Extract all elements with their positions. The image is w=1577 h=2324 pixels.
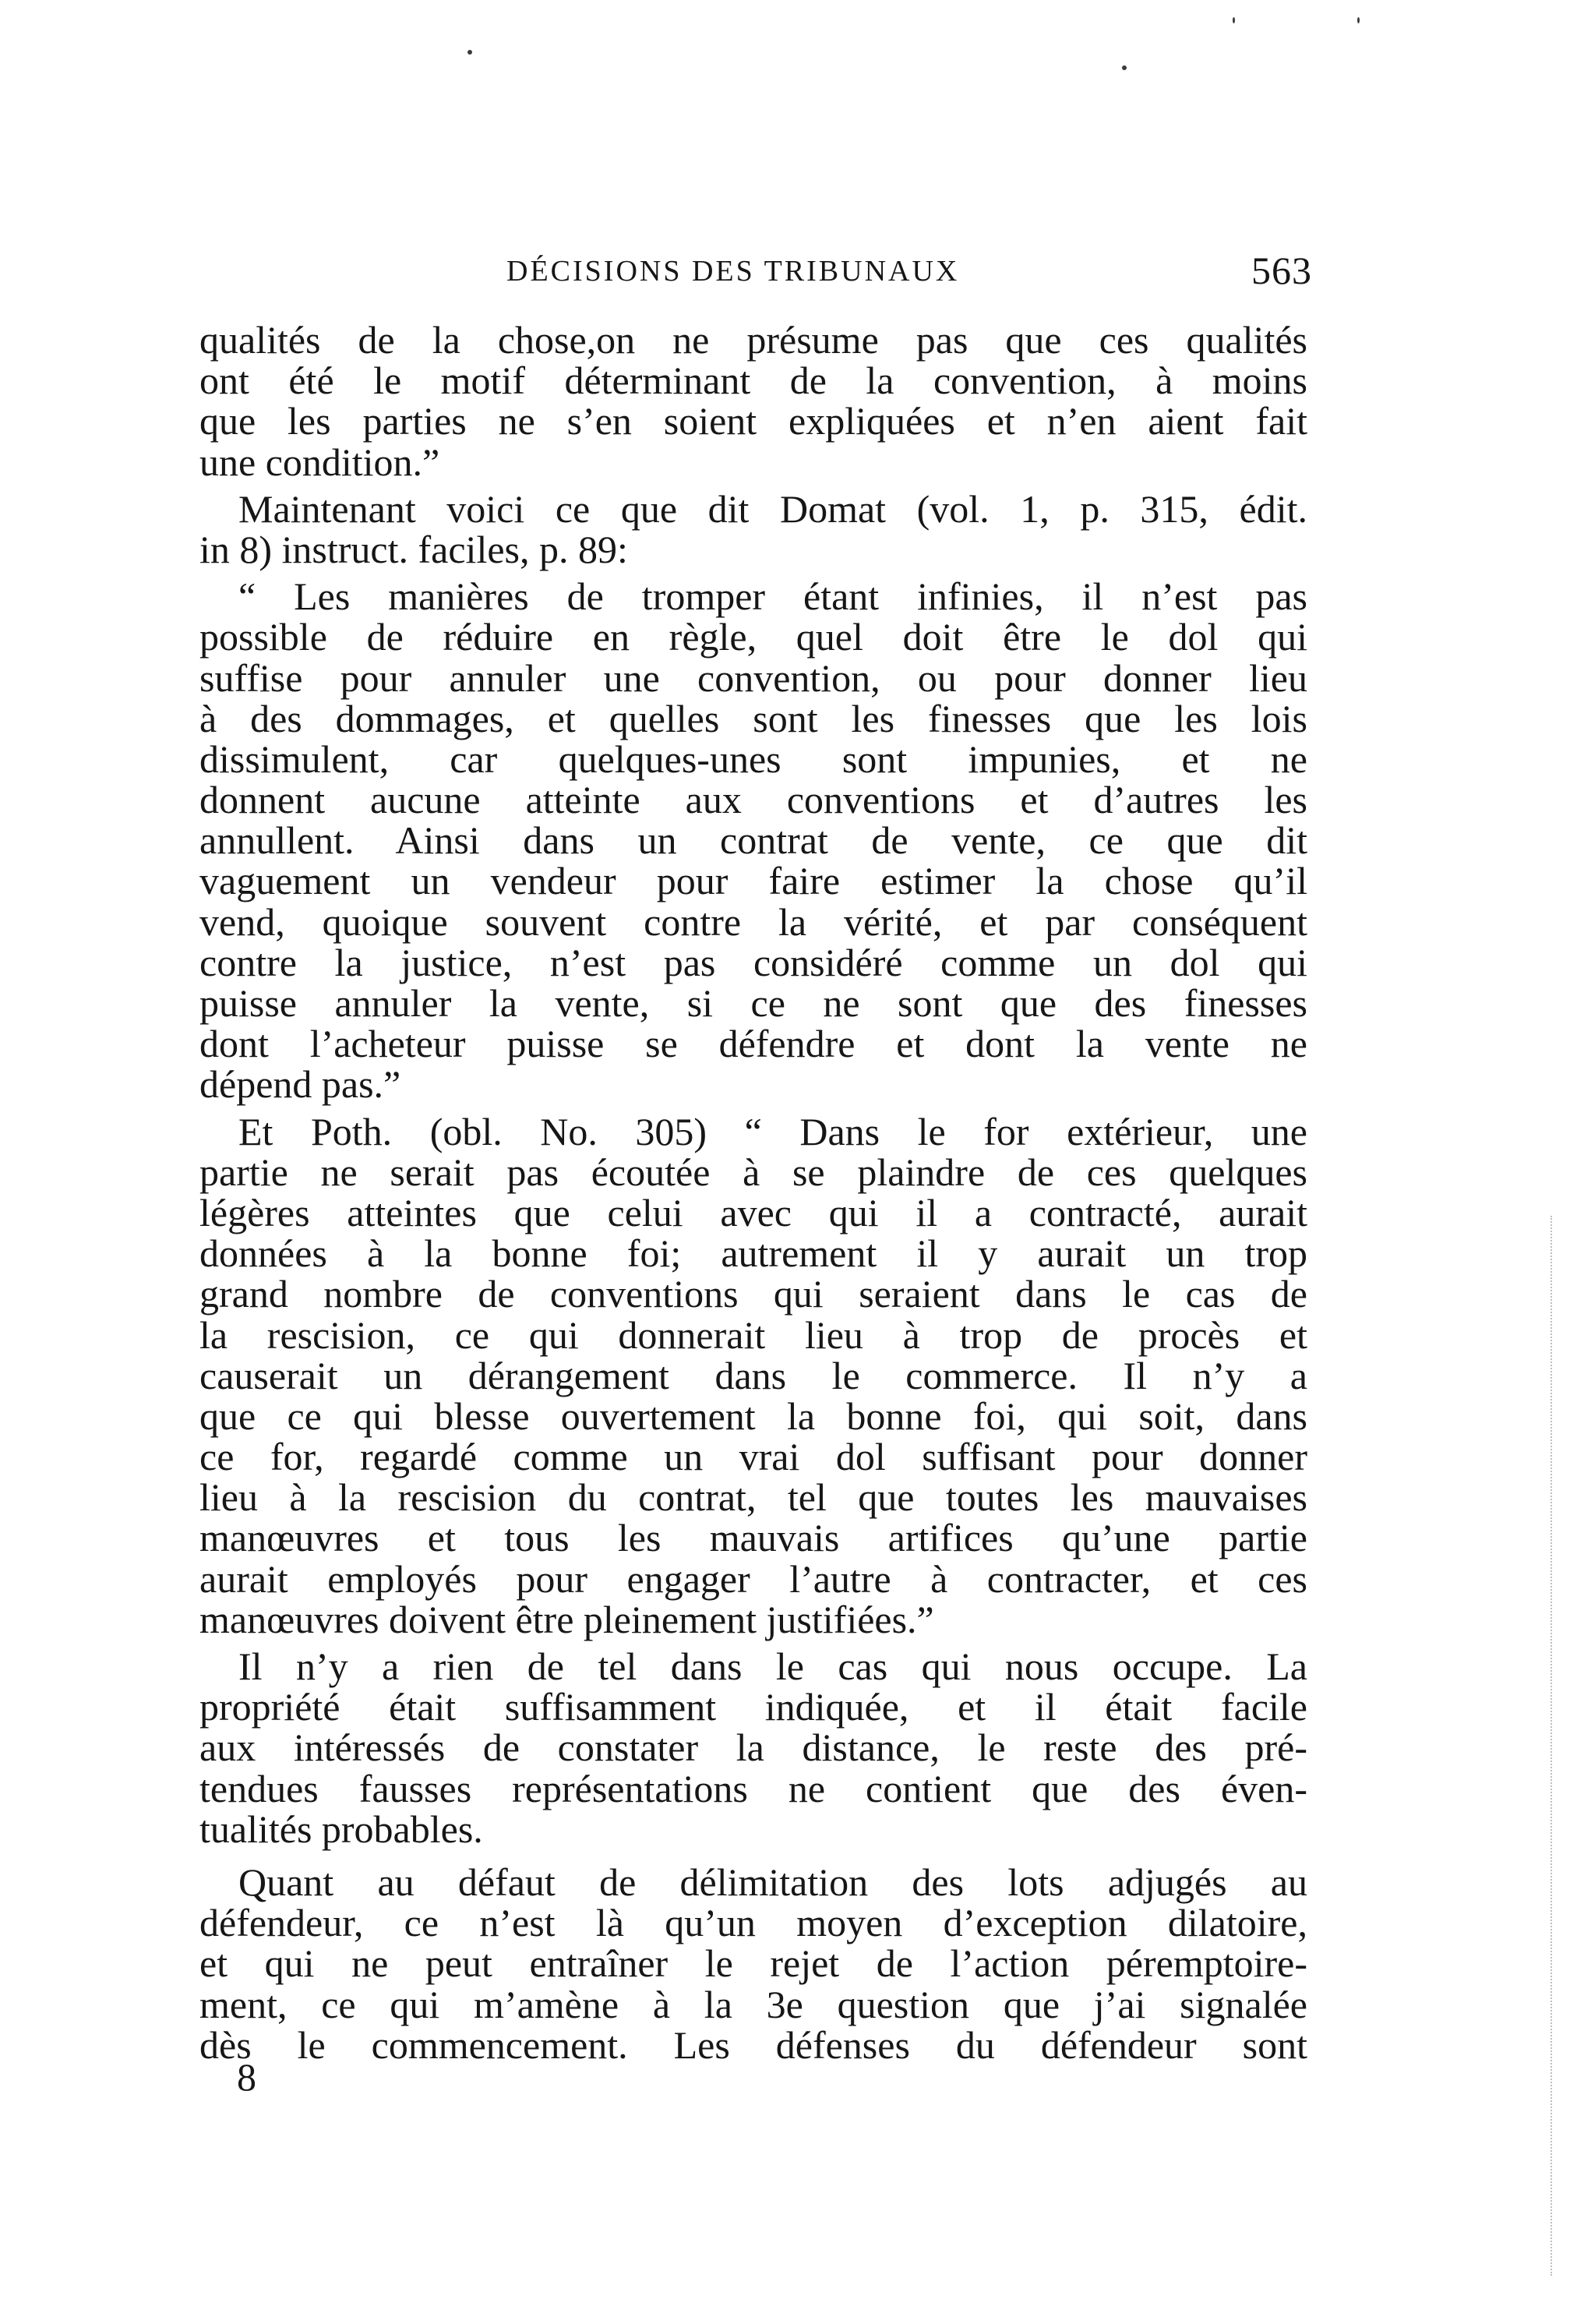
ink-speck	[1122, 65, 1127, 70]
text-line: à des dommages, et quelles sont les finesses que les lois	[199, 696, 1307, 740]
text-line: aurait employés pour engager l’autre à contracter, et ces	[199, 1556, 1307, 1601]
running-head: DÉCISIONS DES TRIBUNAUX	[506, 255, 960, 288]
text-line: Et Poth. (obl. No. 305) “ Dans le for extérieur, une	[238, 1109, 1307, 1153]
text-line: Maintenant voici ce que dit Domat (vol. 1, p. 315, édit.	[238, 486, 1307, 531]
text-line: tualités probables.	[199, 1807, 483, 1851]
text-line: que les parties ne s’en soient expliquées et n’en aient fait	[199, 399, 1307, 443]
body-text	[199, 320, 1307, 2065]
text-line: partie ne serait pas écoutée à se plaindre de ces quelques	[199, 1150, 1307, 1194]
text-line: dépend pas.”	[199, 1062, 401, 1107]
page-number: 563	[1251, 249, 1312, 292]
text-line: suffise pour annuler une convention, ou pour donner lieu	[199, 655, 1307, 700]
text-line: données à la bonne foi; autrement il y aurait un trop	[199, 1231, 1307, 1276]
text-line: et qui ne peut entraîner le rejet de l’action péremptoire-	[199, 1941, 1307, 1986]
text-line: causerait un dérangement dans le commerce. Il n’y a	[199, 1353, 1307, 1397]
text-line: puisse annuler la vente, si ce ne sont que des finesses	[199, 981, 1307, 1025]
signature-mark: 8	[237, 2055, 256, 2099]
text-line: aux intéressés de constater la distance, le reste des pré-	[199, 1725, 1307, 1770]
text-line: dissimulent, car quelques-unes sont impunies, et ne	[199, 736, 1307, 781]
text-line: dont l’acheteur puisse se défendre et dont la vente ne	[199, 1022, 1307, 1066]
text-line: la rescision, ce qui donnerait lieu à trop de procès et	[199, 1312, 1307, 1357]
text-line: dès le commencement. Les défenses du défendeur sont	[199, 2022, 1307, 2067]
text-line: lieu à la rescision du contrat, tel que toutes les mauvaises	[199, 1475, 1307, 1520]
text-line: qualités de la chose,on ne présume pas que ces qualités	[199, 318, 1307, 362]
text-line: ment, ce qui m’amène à la 3e question que j’ai signalée	[199, 1982, 1307, 2026]
ink-speck	[1233, 17, 1235, 23]
text-line: manœuvres et tous les mauvais artifices qu’une partie	[199, 1516, 1307, 1560]
ink-speck	[467, 50, 472, 55]
text-line: donnent aucune atteinte aux conventions et d’autres les	[199, 778, 1307, 822]
text-line: défendeur, ce n’est là qu’un moyen d’exception dilatoire,	[199, 1901, 1307, 1945]
text-line: tendues fausses représentations ne contient que des éven-	[199, 1766, 1307, 1810]
text-line: in 8) instruct. faciles, p. 89:	[199, 527, 628, 571]
text-line: vend, quoique souvent contre la vérité, et par conséquent	[199, 899, 1307, 944]
page-edge-shadow	[1551, 1216, 1568, 2276]
text-line: “ Les manières de tromper étant infinies, il n’est pas	[238, 574, 1307, 619]
text-line: une condition.”	[199, 440, 440, 484]
text-line: contre la justice, n’est pas considéré comme un dol qui	[199, 940, 1307, 984]
text-line: vaguement un vendeur pour faire estimer la chose qu’il	[199, 859, 1307, 903]
text-line: ont été le motif déterminant de la convention, à moins	[199, 358, 1307, 403]
text-line: ce for, regardé comme un vrai dol suffisant pour donner	[199, 1435, 1307, 1479]
text-line: légères atteintes que celui avec qui il a contracté, aurait	[199, 1190, 1307, 1234]
text-line: que ce qui blesse ouvertement la bonne foi, qui soit, dans	[199, 1393, 1307, 1438]
text-line: propriété était suffisamment indiquée, et il était facile	[199, 1685, 1307, 1729]
text-line: possible de réduire en règle, quel doit être le dol qui	[199, 615, 1307, 659]
text-line: Il n’y a rien de tel dans le cas qui nous occupe. La	[238, 1644, 1307, 1688]
text-line: manœuvres doivent être pleinement justifiées.”	[199, 1597, 934, 1641]
text-line: annullent. Ainsi dans un contrat de vente, ce que dit	[199, 818, 1307, 863]
text-line: Quant au défaut de délimitation des lots adjugés au	[238, 1860, 1307, 1904]
ink-speck	[1357, 17, 1360, 23]
text-line: grand nombre de conventions qui seraient dans le cas de	[199, 1272, 1307, 1316]
